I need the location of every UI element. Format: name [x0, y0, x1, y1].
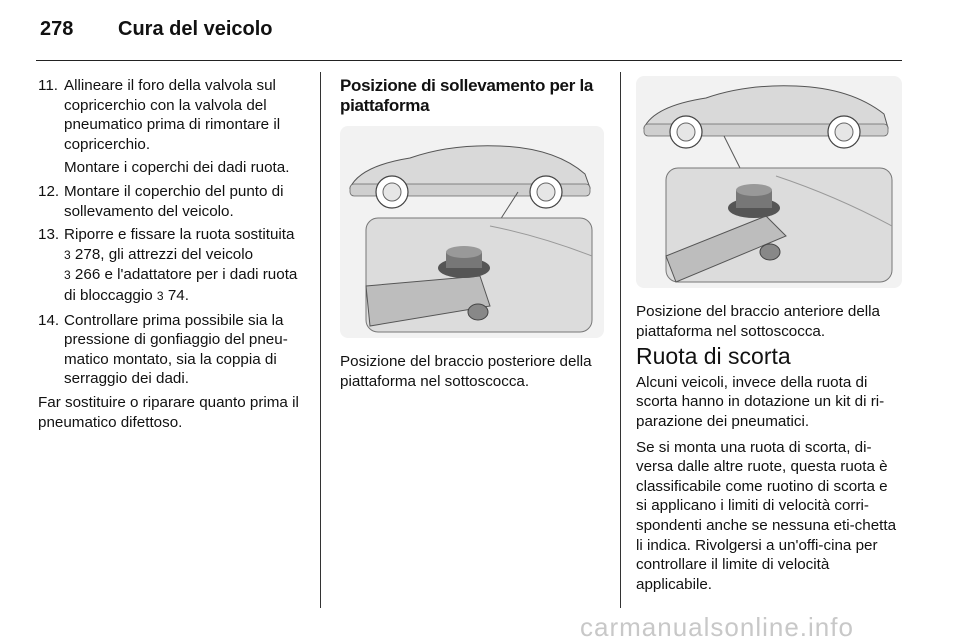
header-divider: [36, 60, 902, 61]
step-11-subtext: Montare i coperchi dei dadi ruota.: [64, 159, 290, 177]
column-divider: [620, 72, 621, 608]
front-lift-point-illustration: [636, 76, 902, 288]
note-text: Far sostituire o riparare quanto prima il pneumatico difettoso.: [38, 393, 299, 431]
section-title: Cura del veicolo: [118, 18, 273, 40]
paragraph: Se si monta una ruota di scorta, di-versa dalle altre ruote, questa ruota è classificabile come ruotino di scorta e si applicano i limiti di velocità corri-spondenti anche se nessuna eti-chetta li indica. Rivolgersi a un'offi-cina per controllare il limite di velocità applicabile.: [636, 438, 897, 593]
column-2: [340, 76, 604, 397]
paragraph: Alcuni veicoli, invece della ruota di scorta hanno in dotazione un kit di ri-parazione dei pneumatici.: [636, 373, 885, 430]
column-3: [636, 76, 902, 600]
step-12: 12. Montare il coperchio del punto di sollevamento del veicolo.: [38, 182, 284, 220]
page-header: [40, 18, 273, 48]
step-11: 11. Allineare il foro della valvola sul copricerchio con la valvola del pneumatico prima di rimontare il copricerchio.: [38, 77, 281, 153]
column-1: [38, 76, 306, 432]
step-14: 14. Controllare prima possibile sia la pressione di gonfiaggio del pneu-matico montato, sia la coppia di serraggio dei dadi.: [38, 311, 288, 388]
page-ref-link[interactable]: 266: [74, 266, 101, 284]
figure-caption-front: Posizione del braccio anteriore della piattaforma nel sottoscocca.: [636, 303, 880, 340]
page-ref-arrow-icon: 3: [64, 268, 71, 283]
page-ref-link[interactable]: 278: [74, 245, 101, 263]
page-number: 278: [40, 18, 74, 40]
step-13: 13. Riporre e fissare la ruota sostituita 3 278, gli attrezzi del veicolo 3 266 e l'adattatore per i dadi ruota di bloccaggio 3 74.: [38, 226, 298, 304]
page-ref-link[interactable]: 74: [167, 286, 185, 304]
column-divider: [320, 72, 321, 608]
rear-lift-point-illustration: [340, 126, 604, 338]
heading-spare-wheel: Ruota di scorta: [636, 343, 791, 370]
watermark: carmanualsonline.info: [580, 612, 854, 642]
figure-caption-rear: Posizione del braccio posteriore della piattaforma nel sottoscocca.: [340, 353, 592, 390]
heading-lift-position: Posizione di sollevamento per la piattaforma: [340, 76, 594, 115]
page-ref-arrow-icon: 3: [156, 288, 164, 303]
page-ref-arrow-icon: 3: [64, 247, 71, 262]
